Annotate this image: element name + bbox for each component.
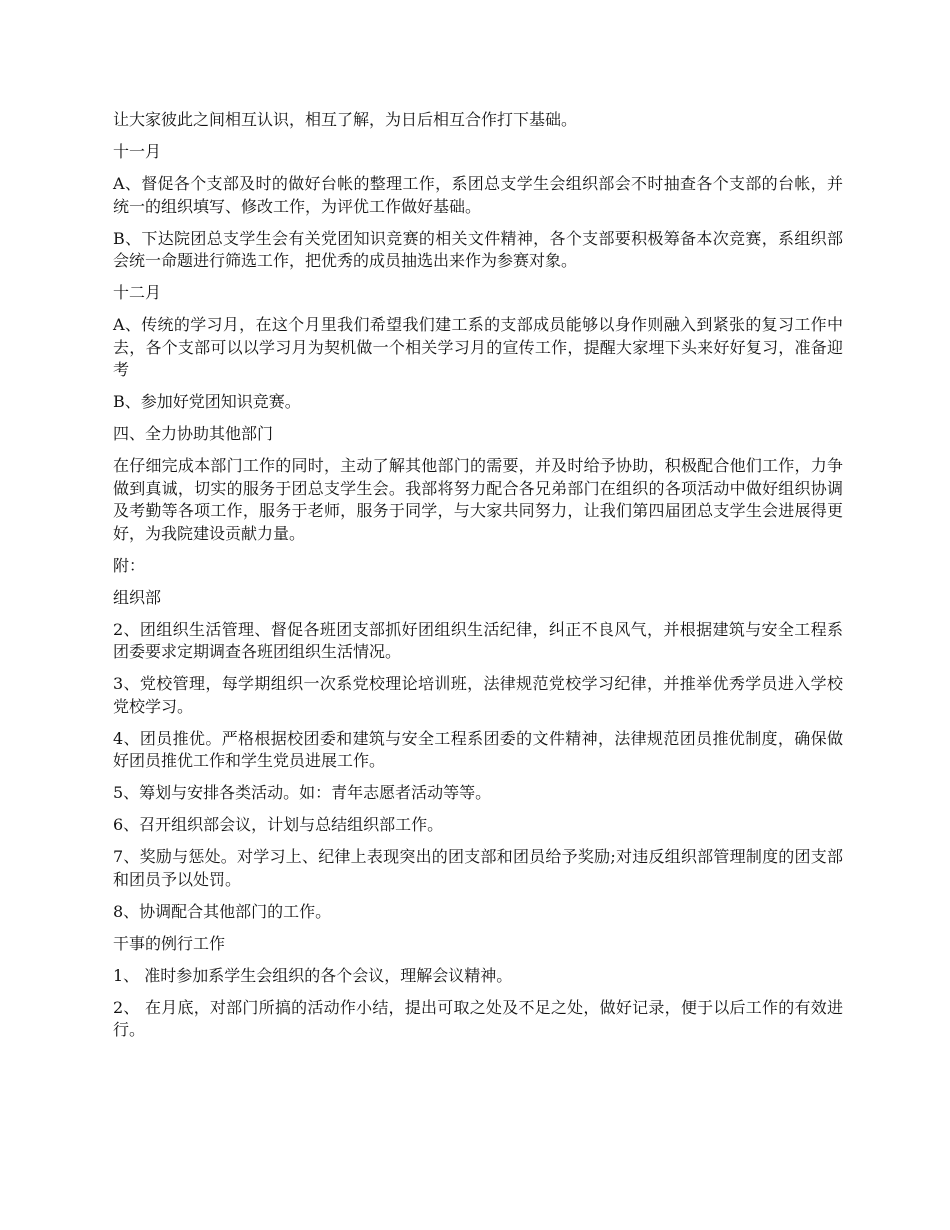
document-page: [113, 109, 843, 1051]
heading-section-four: 四、全力协助其他部门: [113, 424, 274, 443]
heading-staff-routine-work: 干事的例行工作: [113, 933, 226, 953]
list-item-2: 2、团组织生活管理、督促各班团支部抓好团组织生活纪律，纠正不良风气，并根据建筑与安全工程系团委要求定期调查各班团组织生活情况。: [113, 619, 843, 661]
heading-appendix: 附：: [113, 555, 146, 575]
paragraph-november-a: A、督促各个支部及时的做好台帐的整理工作，系团总支学生会组织部会不时抽查各个支部的台帐，并统一的组织填写、修改工作，为评优工作做好基础。: [113, 174, 843, 216]
paragraph-assist-other-departments: 在仔细完成本部门工作的同时，主动了解其他部门的需要，并及时给予协助，积极配合他们工作，力争做到真诚，切实的服务于团总支学生会。我部将努力配合各兄弟部门在组织的各项活动中做好组织协调及考勤等各项工作，服务于老师，服务于同学，与大家共同努力，让我们第四届团总支学生会进展得更好，为我院建设贡献力量。: [113, 456, 843, 543]
paragraph-december-a: A、传统的学习月，在这个月里我们希望我们建工系的支部成员能够以身作则融入到紧张的复习工作中去，各个支部可以以学习月为契机做一个相关学习月的宣传工作，提醒大家埋下头来好好复习，准备迎考: [113, 315, 843, 379]
routine-item-2: 2、 在月底，对部门所搞的活动作小结，提出可取之处及不足之处，做好记录，便于以后工作的有效进行。: [113, 997, 843, 1039]
heading-december: 十二月: [113, 283, 162, 302]
list-item-7: 7、奖励与惩处。对学习上、纪律上表现突出的团支部和团员给予奖励;对违反组织部管理制度的团支部和团员予以处罚。: [113, 847, 843, 889]
paragraph-november-b: B、下达院团总支学生会有关党团知识竞赛的相关文件精神，各个支部要积极筹备本次竞赛，系组织部会统一命题进行筛选工作，把优秀的成员抽选出来作为参赛对象。: [113, 228, 843, 270]
list-item-8: 8、协调配合其他部门的工作。: [113, 901, 332, 921]
heading-november: 十一月: [113, 142, 162, 161]
list-item-6: 6、召开组织部会议，计划与总结组织部工作。: [113, 815, 444, 834]
list-item-5: 5、筹划与安排各类活动。如：青年志愿者活动等等。: [113, 783, 492, 802]
paragraph-intro-continuation: 让大家彼此之间相互认识，相互了解，为日后相互合作打下基础。: [113, 110, 578, 129]
paragraph-december-b: B、参加好党团知识竞赛。: [113, 392, 301, 411]
heading-organization-department: 组织部: [113, 587, 162, 607]
list-item-4: 4、团员推优。严格根据校团委和建筑与安全工程系团委的文件精神，法律规范团员推优制度，确保做好团员推优工作和学生党员进展工作。: [113, 728, 843, 770]
routine-item-1: 1、 准时参加系学生会组织的各个会议，理解会议精神。: [113, 965, 513, 985]
list-item-3: 3、党校管理，每学期组织一次系党校理论培训班，法律规范党校学习纪律，并推举优秀学员进入学校党校学习。: [113, 674, 843, 716]
